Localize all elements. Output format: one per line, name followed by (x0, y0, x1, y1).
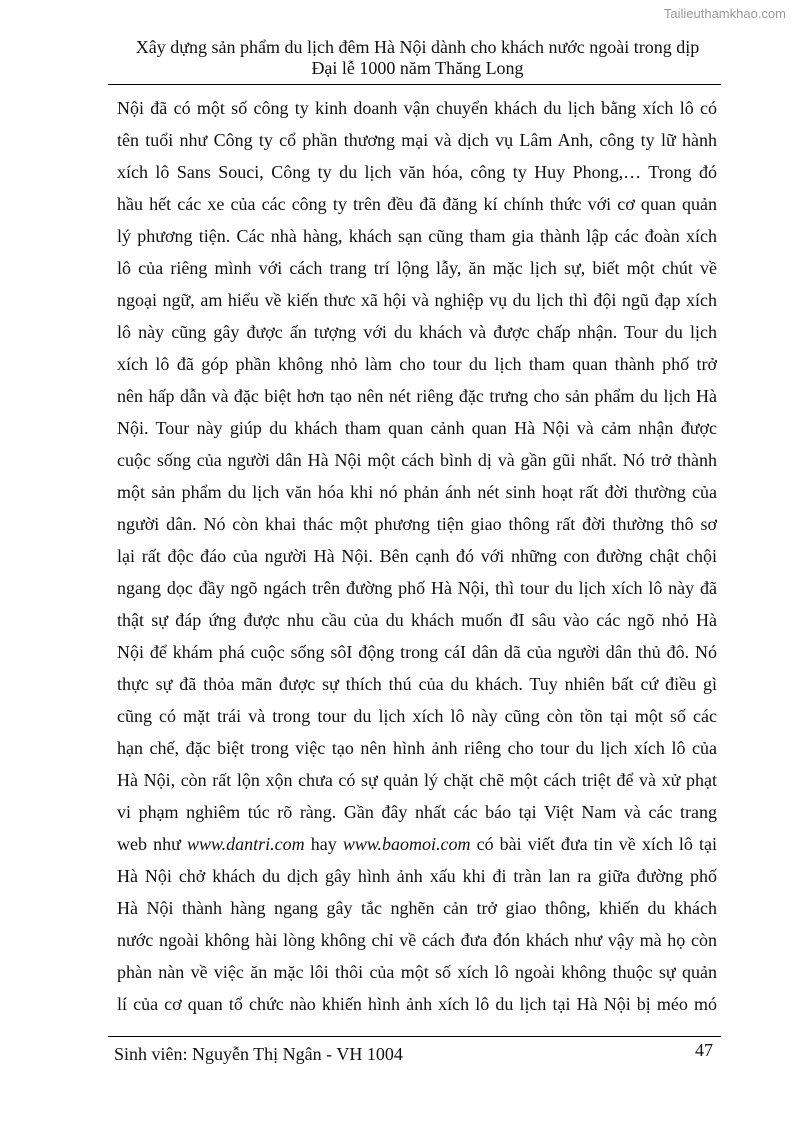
text-line: xích lô đã góp phần không nhỏ làm cho tour du lịch tham quan thành phố trở (117, 354, 717, 374)
text-line: Nội đã có một số công ty kinh doanh vận chuyển khách du lịch bằng xích lô có (117, 98, 717, 118)
header-title-line-2: Đại lễ 1000 năm Thăng Long (311, 58, 524, 78)
text-line: lý phương tiện. Các nhà hàng, khách sạn cũng tham gia thành lập các đoàn xích (117, 226, 717, 246)
text-line: Hà Nội thành hàng ngang gây tắc nghẽn cản trở giao thông, khiến du khách (117, 898, 717, 918)
text-line: lô của riêng mình với cách trang trí lộng lẫy, ăn mặc lịch sự, biết một chút về (117, 258, 717, 278)
text-line-with-links (117, 828, 717, 860)
text-line: Hà Nội chở khách du dịch gây hình ảnh xấu khi đi tràn lan ra giữa đường phố (117, 866, 717, 886)
text-line: nước ngoài không hài lòng không chỉ về cách đưa đón khách như vậy mà họ còn (117, 930, 717, 950)
text-line: cũng có mặt trái và trong tour du lịch xích lô này cũng còn tồn tại một số các (117, 706, 717, 726)
text-line: thật sự đáp ứng được nhu cầu của du khách muốn đI sâu vào các ngõ nhỏ Hà (117, 610, 717, 630)
body-text (117, 92, 717, 1020)
text-line: xích lô Sans Souci, Công ty du lịch văn hóa, công ty Huy Phong,… Trong đó (117, 162, 717, 182)
link-line-text-3: có bài viết đưa tin về xích lô tại (470, 834, 717, 854)
link-line-text-1: web như (117, 834, 187, 854)
link-line-text-2: hay (304, 834, 343, 854)
page-header (105, 37, 730, 79)
header-divider (108, 84, 721, 85)
text-line: lô này cũng gây được ấn tượng với du khách và được chấp nhận. Tour du lịch (117, 322, 717, 342)
text-line: hạn chế, đặc biệt trong việc tạo nên hình ảnh riêng cho tour du lịch xích lô của (117, 738, 717, 758)
text-line: Nội. Tour này giúp du khách tham quan cảnh quan Hà Nội và cảm nhận được (117, 418, 717, 438)
text-line: một sản phẩm du lịch văn hóa khi nó phản ánh nét sinh hoạt rất đời thường của (117, 482, 717, 502)
text-line: phàn nàn về việc ăn mặc lôi thôi của một số xích lô ngoài không thuộc sự quản (117, 962, 717, 982)
text-line: thực sự đã thỏa mãn được sự thích thú của du khách. Tuy nhiên bất cứ điều gì (117, 674, 717, 694)
baomoi-link[interactable]: www.baomoi.com (342, 834, 471, 854)
text-line: lí của cơ quan tổ chức nào khiến hình ảnh xích lô du lịch tại Hà Nội bị méo mó (117, 994, 717, 1014)
text-line: Nội để khám phá cuộc sống sôI động trong cáI dân dã của người dân thủ đô. Nó (117, 642, 717, 662)
text-line: lại rất độc đáo của người Hà Nội. Bên cạnh đó với những con đường chật chội (117, 546, 717, 566)
dantri-link[interactable]: www.dantri.com (186, 834, 305, 854)
text-line: hầu hết các xe của các công ty trên đều đã đăng kí chính thức với cơ quan quản (117, 194, 717, 214)
text-line: ngang dọc đầy ngõ ngách trên đường phố Hà Nội, thì tour du lịch xích lô này đã (117, 578, 717, 598)
text-line: vi phạm nghiêm túc rõ ràng. Gần đây nhất các báo tại Việt Nam và các trang (117, 802, 717, 822)
footer-divider (108, 1036, 721, 1037)
text-line: tên tuổi như Công ty cổ phần thương mại và dịch vụ Lâm Anh, công ty lữ hành (117, 130, 717, 150)
text-line: cuộc sống của người dân Hà Nội một cách bình dị và gần gũi nhất. Nó trở thành (117, 450, 717, 470)
header-title-line-1: Xây dựng sản phẩm du lịch đêm Hà Nội dành cho khách nước ngoài trong dịp (135, 37, 700, 57)
footer-student-info: Sinh viên: Nguyễn Thị Ngân - VH 1004 (114, 1044, 403, 1064)
text-line: ngoại ngữ, am hiểu về kiến thưc xã hội và nghiệp vụ du lịch thì đội ngũ đạp xích (117, 290, 717, 310)
text-line: nên hấp dẫn và đặc biệt hơn tạo nên nét riêng đặc trưng cho sản phẩm du lịch Hà (117, 386, 717, 406)
text-line: Hà Nội, còn rất lộn xộn chưa có sự quản lý chặt chẽ một cách triệt để và xử phạt (117, 770, 717, 790)
text-line: người dân. Nó còn khai thác một phương tiện giao thông rất đời thường thô sơ (117, 514, 717, 534)
page-number: 47 (695, 1040, 713, 1060)
watermark: Tailieuthamkhao.com (663, 6, 786, 21)
